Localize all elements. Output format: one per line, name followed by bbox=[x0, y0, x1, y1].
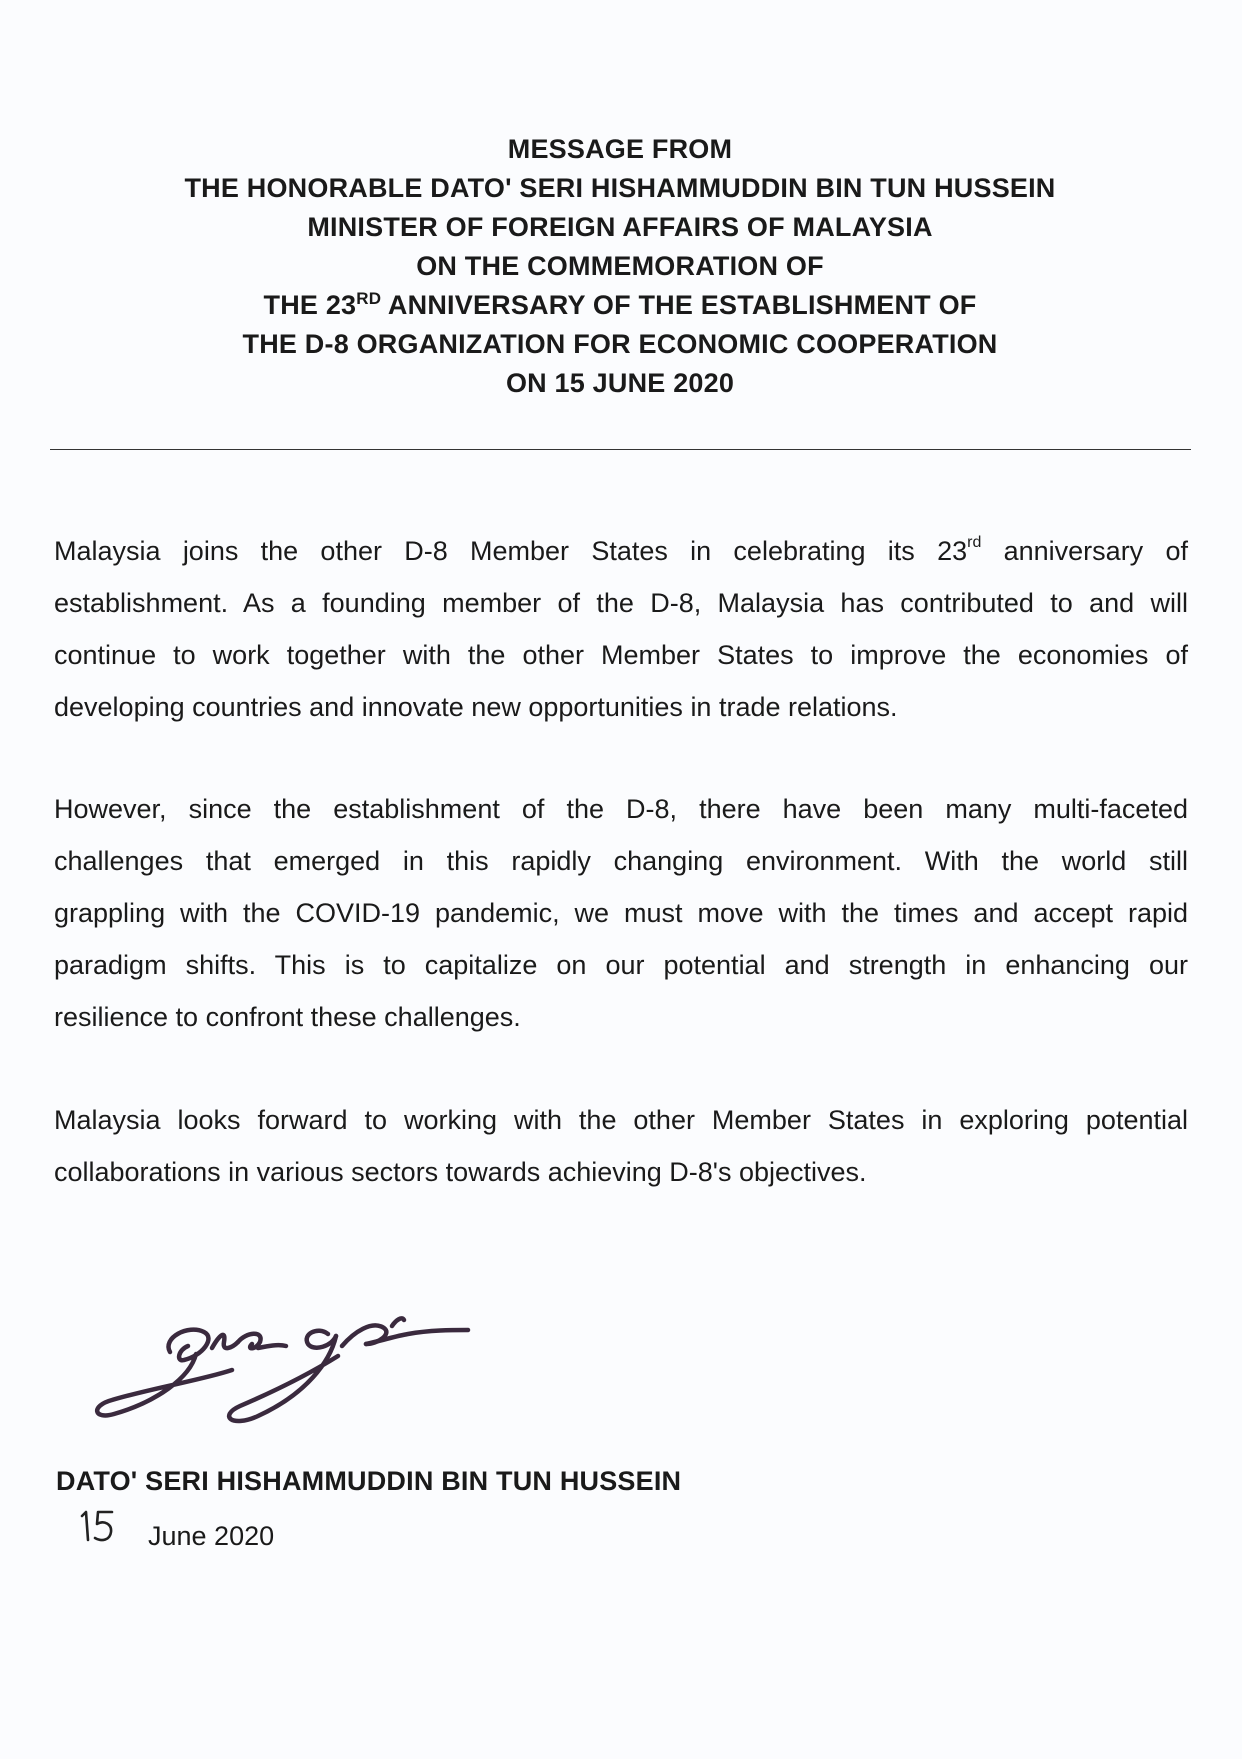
heading-line: THE HONORABLE DATO' SERI HISHAMMUDDIN BIN TUN HUSSEIN bbox=[184, 173, 1056, 203]
heading-text: THE 23 bbox=[263, 290, 357, 320]
paragraph-line: resilience to confront these challenges. bbox=[54, 1002, 521, 1032]
paragraph-1 bbox=[54, 525, 1188, 733]
paragraph-line: grappling with the COVID-19 pandemic, we must move with the times and accept rapid bbox=[54, 898, 1188, 928]
heading-text: ANNIVERSARY OF THE ESTABLISHMENT OF bbox=[381, 290, 977, 320]
paragraph-line: However, since the establishment of the D-8, there have been many multi-faceted bbox=[54, 794, 1188, 824]
paragraph-line: continue to work together with the other Member States to improve the economies of bbox=[54, 640, 1188, 670]
paragraph-line: Malaysia looks forward to working with the other Member States in exploring potential bbox=[54, 1105, 1188, 1135]
handwritten-date-day bbox=[78, 1508, 120, 1546]
heading-line: MESSAGE FROM bbox=[507, 134, 733, 164]
paragraph-line: establishment. As a founding member of the D-8, Malaysia has contributed to and will bbox=[54, 588, 1188, 618]
paragraph-2 bbox=[54, 783, 1188, 1043]
handwritten-signature bbox=[92, 1290, 532, 1430]
heading-line bbox=[100, 286, 1140, 325]
paragraph-line bbox=[54, 525, 1188, 577]
paragraph-line: paradigm shifts. This is to capitalize on our potential and strength in enhancing our bbox=[54, 950, 1188, 980]
heading-line: ON THE COMMEMORATION OF bbox=[416, 251, 824, 281]
paragraph-3 bbox=[54, 1094, 1188, 1198]
paragraph-text: anniversary of bbox=[981, 536, 1188, 566]
horizontal-divider bbox=[50, 449, 1191, 450]
signatory-name: DATO' SERI HISHAMMUDDIN BIN TUN HUSSEIN bbox=[56, 1466, 682, 1496]
heading-line: THE D-8 ORGANIZATION FOR ECONOMIC COOPERATION bbox=[242, 329, 998, 359]
paragraph-text: Malaysia joins the other D-8 Member States in celebrating its 23 bbox=[54, 536, 968, 566]
paragraph-line: challenges that emerged in this rapidly changing environment. With the world still bbox=[54, 846, 1188, 876]
paragraph-line: collaborations in various sectors towards achieving D-8's objectives. bbox=[54, 1157, 867, 1187]
ordinal-superscript: rd bbox=[967, 534, 982, 551]
paragraph-line: developing countries and innovate new opportunities in trade relations. bbox=[54, 692, 898, 722]
heading-superscript: RD bbox=[356, 289, 382, 308]
date-printed: June 2020 bbox=[148, 1521, 275, 1551]
document-heading bbox=[100, 130, 1140, 403]
heading-line: MINISTER OF FOREIGN AFFAIRS OF MALAYSIA bbox=[307, 212, 933, 242]
heading-line: ON 15 JUNE 2020 bbox=[505, 368, 735, 398]
